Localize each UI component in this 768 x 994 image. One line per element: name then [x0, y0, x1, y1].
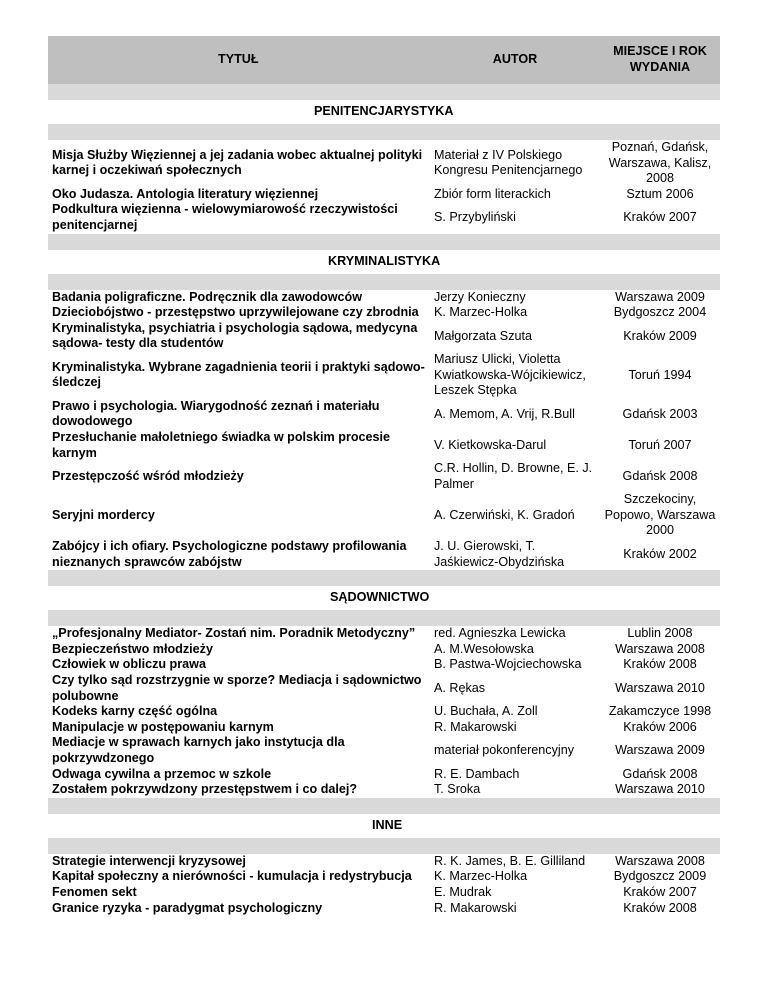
book-author: R. Makarowski: [434, 719, 517, 734]
section-heading: KRYMINALISTYKA: [48, 250, 720, 274]
book-title: Strategie interwencji kryzysowej: [52, 853, 246, 868]
book-author: A. Czerwiński, K. Gradoń: [434, 507, 575, 522]
book-place-year: Gdańsk 2003: [622, 406, 698, 421]
book-place-year: Warszawa 2009: [615, 289, 705, 304]
book-title: Zabójcy i ich ofiary. Psychologiczne podstawy profilowania nieznanych sprawców zabójstw: [52, 539, 407, 569]
table-row: [48, 140, 720, 187]
header-author: AUTOR: [430, 36, 600, 84]
table-row: [48, 767, 720, 783]
book-place-year: Warszawa 2010: [615, 680, 705, 695]
book-author: Mariusz Ulicki, Violetta Kwiatkowska-Wójcikiewicz, Leszek Stępka: [434, 351, 586, 398]
section-heading: PENITENCJARYSTYKA: [48, 100, 720, 124]
header-place: MIEJSCE I ROK WYDANIA: [600, 36, 720, 84]
table-row: [48, 626, 720, 642]
book-author: R. E. Dambach: [434, 766, 520, 781]
book-title: Granice ryzyka - paradygmat psychologiczny: [52, 900, 323, 915]
section-heading: INNE: [48, 814, 720, 838]
table-row: [48, 735, 720, 766]
book-place-year: Zakamczyce 1998: [608, 704, 712, 719]
book-author: T. Sroka: [434, 782, 481, 797]
book-place-year: Poznań, Gdańsk, Warszawa, Kalisz, 2008: [608, 140, 712, 186]
book-author: B. Pastwa-Wojciechowska: [434, 657, 582, 672]
book-table: [48, 36, 720, 916]
section-heading: SĄDOWNICTWO: [48, 586, 720, 610]
book-title: Kodeks karny część ogólna: [52, 704, 218, 719]
book-place-year: Kraków 2006: [623, 719, 697, 734]
section-spacer: [48, 234, 720, 250]
book-title: Badania poligraficzne. Podręcznik dla zawodowców: [52, 289, 363, 304]
book-title: Człowiek w obliczu prawa: [52, 657, 206, 672]
section-spacer: [48, 570, 720, 586]
book-title: Podkultura więzienna - wielowymiarowość rzeczywistości penitencjarnej: [52, 202, 398, 232]
spacer-cell: [48, 610, 720, 626]
table-row: [48, 539, 720, 570]
book-author: V. Kietkowska-Darul: [434, 437, 547, 452]
book-author: C.R. Hollin, D. Browne, E. J. Palmer: [434, 461, 593, 491]
table-row: [48, 885, 720, 901]
book-place-year: Kraków 2008: [623, 657, 697, 672]
section-heading-row: [48, 100, 720, 124]
table-row: [48, 352, 720, 399]
table-row: [48, 673, 720, 704]
section-heading-row: [48, 814, 720, 838]
section-spacer: [48, 124, 720, 140]
book-title: Manipulacje w postępowaniu karnym: [52, 719, 274, 734]
book-place-year: Kraków 2007: [623, 884, 697, 899]
book-author: Zbiór form literackich: [434, 186, 551, 201]
book-place-year: Warszawa 2009: [615, 743, 705, 758]
book-place-year: Toruń 2007: [628, 437, 692, 452]
table-row: [48, 869, 720, 885]
book-author: U. Buchała, A. Zoll: [434, 704, 538, 719]
spacer-cell: [48, 798, 720, 814]
book-place-year: Lublin 2008: [627, 626, 693, 641]
section-spacer: [48, 610, 720, 626]
book-title: Zostałem pokrzywdzony przestępstwem i co dalej?: [52, 782, 358, 797]
book-place-year: Toruń 1994: [628, 367, 692, 382]
book-author: R. K. James, B. E. Gilliland: [434, 853, 586, 868]
book-author: Jerzy Konieczny: [434, 289, 526, 304]
book-place-year: Sztum 2006: [626, 186, 694, 201]
section-spacer: [48, 838, 720, 854]
book-title: Kapitał społeczny a nierówności - kumulacja i redystrybucja: [52, 869, 412, 884]
book-place-year: Warszawa 2008: [615, 853, 705, 868]
book-place-year: Bydgoszcz 2009: [613, 869, 707, 884]
book-title: Kryminalistyka, psychiatria i psychologia sądowa, medycyna sądowa- testy dla studentów: [52, 320, 418, 351]
section-spacer: [48, 798, 720, 814]
book-author: A. M.Wesołowska: [434, 641, 534, 656]
table-row: [48, 461, 720, 492]
book-title: Bezpieczeństwo młodzieży: [52, 641, 213, 656]
book-author: materiał pokonferencyjny: [434, 743, 575, 758]
book-place-year: Gdańsk 2008: [622, 766, 698, 781]
table-row: [48, 720, 720, 736]
table-row: [48, 290, 720, 306]
book-title: Seryjni mordercy: [52, 507, 155, 522]
section-spacer: [48, 84, 720, 100]
book-place-year: Kraków 2007: [623, 210, 697, 225]
spacer-cell: [48, 84, 720, 100]
book-place-year: Szczekociny, Popowo, Warszawa 2000: [604, 492, 716, 538]
table-row: [48, 642, 720, 658]
book-title: Prawo i psychologia. Wiarygodność zeznań i materiału dowodowego: [52, 398, 380, 429]
table-row: [48, 657, 720, 673]
book-title: Czy tylko sąd rozstrzygnie w sporze? Mediacja i sądownictwo polubowne: [52, 673, 422, 703]
book-author: E. Mudrak: [434, 884, 492, 899]
spacer-cell: [48, 570, 720, 586]
table-row: [48, 430, 720, 461]
table-row: [48, 782, 720, 798]
table-row: [48, 704, 720, 720]
table-row: [48, 399, 720, 430]
table-body: [48, 84, 720, 916]
table-row: [48, 492, 720, 539]
spacer-cell: [48, 838, 720, 854]
section-spacer: [48, 274, 720, 290]
table-row: [48, 901, 720, 917]
book-author: J. U. Gierowski, T. Jaśkiewicz-Obydzińska: [434, 539, 565, 569]
book-author: K. Marzec-Holka: [434, 869, 528, 884]
book-title: Odwaga cywilna a przemoc w szkole: [52, 766, 272, 781]
book-title: Kryminalistyka. Wybrane zagadnienia teorii i praktyki sądowo-śledczej: [52, 359, 425, 390]
book-place-year: Warszawa 2010: [615, 782, 705, 797]
section-heading-row: [48, 250, 720, 274]
spacer-cell: [48, 124, 720, 140]
book-place-year: Kraków 2002: [623, 546, 697, 561]
book-title: „Profesjonalny Mediator- Zostań nim. Poradnik Metodyczny”: [52, 626, 416, 641]
book-author: A. Rękas: [434, 680, 486, 695]
table-row: [48, 305, 720, 321]
book-author: R. Makarowski: [434, 900, 517, 915]
book-author: A. Memom, A. Vrij, R.Bull: [434, 406, 575, 421]
book-place-year: Bydgoszcz 2004: [613, 305, 707, 320]
table-row: [48, 202, 720, 233]
book-place-year: Kraków 2009: [623, 328, 697, 343]
book-title: Przestępczość wśród młodzieży: [52, 468, 244, 483]
book-place-year: Kraków 2008: [623, 900, 697, 915]
book-author: red. Agnieszka Lewicka: [434, 626, 566, 641]
book-author: S. Przybyliński: [434, 210, 516, 225]
table-row: [48, 187, 720, 203]
book-title: Przesłuchanie małoletniego świadka w polskim procesie karnym: [52, 429, 391, 460]
book-place-year: Warszawa 2008: [615, 641, 705, 656]
book-title: Misja Służby Więziennej a jej zadania wobec aktualnej polityki karnej i oczekiwań społecznych: [52, 147, 423, 178]
book-place-year: Gdańsk 2008: [622, 468, 698, 483]
header-title: TYTUŁ: [48, 36, 430, 84]
book-title: Fenomen sekt: [52, 884, 137, 899]
book-author: K. Marzec-Holka: [434, 305, 528, 320]
spacer-cell: [48, 234, 720, 250]
book-title: Mediacje w sprawach karnych jako instytucja dla pokrzywdzonego: [52, 735, 345, 765]
spacer-cell: [48, 274, 720, 290]
book-author: Materiał z IV Polskiego Kongresu Penitencjarnego: [434, 147, 583, 178]
section-heading-row: [48, 586, 720, 610]
book-title: Oko Judasza. Antologia literatury więziennej: [52, 186, 319, 201]
table-row: [48, 321, 720, 352]
book-author: Małgorzata Szuta: [434, 328, 533, 343]
table-header: [48, 36, 720, 84]
table-row: [48, 854, 720, 870]
book-title: Dzieciobójstwo - przestępstwo uprzywilejowane czy zbrodnia: [52, 305, 419, 320]
